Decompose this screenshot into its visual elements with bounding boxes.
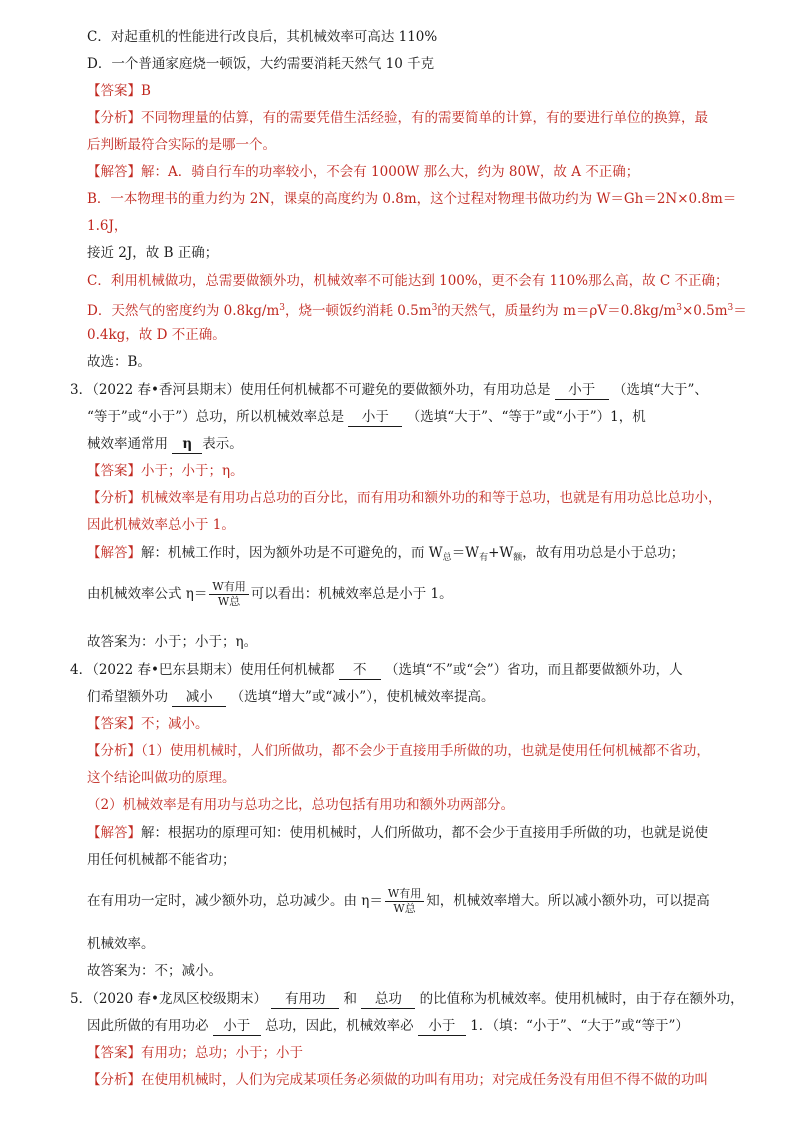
- q5-analysis-line1: 【分析】在使用机械时，人们为完成某项任务必须做的功叫有用功；对完成任务没有用但不得不做的功叫: [87, 1072, 708, 1088]
- q4-stem-line2: 们希望额外功 减小 （选填“增大”或“减小”），使机械效率提高。: [87, 689, 495, 705]
- q4-stem-line1: 4．（2022 春•巴东县期末）使用任何机械都 不 （选填“不”或“会”）省功，而且都要做额外功，人: [70, 662, 683, 678]
- q5-stem-line1: 5．（2020 春•龙凤区校级期末） 有用功 和 总功 的比值称为机械效率。使用机械时，由于存在额外功，: [70, 991, 744, 1007]
- q5-stem-line2: 因此所做的有用功必 小于 总功，因此，机械效率必 小于 1．（填：“小于”、“大于”或“等于”）: [87, 1018, 689, 1034]
- efficiency-fraction: $\frac{\text{W有用}}{\text{W总}}$: [209, 580, 248, 609]
- q3-stem-line1: 3．（2022 春•香河县期末）使用任何机械都不可避免的要做额外功，有用功总是 小于 （选填“大于”、: [70, 382, 708, 398]
- q4-blank-2: 减小: [172, 688, 226, 707]
- q2-analysis-line1: 【分析】不同物理量的估算，有的需要凭借生活经验，有的需要简单的计算，有的要进行单位的换算，最: [87, 110, 708, 126]
- q3-solution-formula: 由机械效率公式 η＝ $\frac{\text{W有用}}{\text{W总}}$ 可以看出：机械效率总是小于 1。: [87, 580, 453, 608]
- q2-option-c: C．对起重机的性能进行改良后，其机械效率可高达 110%: [87, 29, 438, 45]
- q4-solution-line2: 用任何机械都不能省功；: [87, 852, 236, 868]
- q4-analysis-line3: （2）机械效率是有用功与总功之比，总功包括有用功和额外功两部分。: [87, 797, 515, 813]
- q2-solution-d2: 0.4kg，故 D 不正确。: [87, 327, 226, 343]
- q3-final-answer: 故答案为：小于；小于；η。: [87, 634, 258, 650]
- q2-solution-b3: 接近 2J，故 B 正确；: [87, 245, 219, 261]
- q5-blank-1: 有用功: [271, 990, 339, 1009]
- q2-choose: 故选：B。: [87, 354, 151, 370]
- q3-blank-2: 小于: [348, 408, 402, 427]
- q2-analysis-line2: 后判断最符合实际的是哪一个。: [87, 137, 276, 153]
- q3-stem-line2: “等于”或“小于”）总功，所以机械效率总是 小于 （选填“大于”、“等于”或“小于”）1，机: [87, 409, 646, 425]
- q3-stem-line3: 械效率通常用 η 表示。: [87, 436, 243, 452]
- q4-answer: 【答案】不；减小。: [87, 716, 209, 732]
- q5-blank-3: 小于: [213, 1017, 261, 1036]
- q3-solution-line1: 【解答】解：机械工作时，因为额外功是不可避免的，而 $W_总=W_有+W_额$，故有用功总是小于总功；: [87, 545, 685, 563]
- q3-blank-3: η: [172, 435, 202, 454]
- efficiency-fraction: $\frac{\text{W有用}}{\text{W总}}$: [385, 887, 424, 916]
- q2-solution-c: C．利用机械做功，总需要做额外功，机械效率不可能达到 100%，更不会有 110%那么高，故 C 不正确；: [87, 273, 729, 289]
- q2-solution-a: 【解答】解：A．骑自行车的功率较小，不会有 1000W 那么大，约为 80W，故 A 不正确；: [87, 164, 640, 180]
- q4-analysis-line1: 【分析】（1）使用机械时，人们所做功，都不会少于直接用手所做的功，也就是使用任何机械都不省功，: [87, 743, 710, 759]
- q2-solution-b2: 1.6J，: [87, 218, 128, 234]
- q5-blank-4: 小于: [418, 1017, 466, 1036]
- q4-analysis-line2: 这个结论叫做功的原理。: [87, 770, 236, 786]
- q3-analysis-line2: 因此机械效率总小于 1。: [87, 517, 235, 533]
- q5-answer: 【答案】有用功；总功；小于；小于: [87, 1045, 303, 1061]
- q2-solution-b1: B．一本物理书的重力约为 2N，课桌的高度约为 0.8m，这个过程对物理书做功约为 W＝Gh＝2N×0.8m＝: [87, 191, 737, 207]
- q4-solution-line1: 【解答】解：根据功的原理可知：使用机械时，人们所做功，都不会少于直接用手所做的功，也就是说使: [87, 825, 708, 841]
- q2-answer: 【答案】B: [87, 83, 151, 99]
- q4-final-answer: 故答案为：不；减小。: [87, 963, 222, 979]
- q2-option-d: D．一个普通家庭烧一顿饭，大约需要消耗天然气 10 千克: [87, 56, 435, 72]
- q4-blank-1: 不: [339, 661, 381, 680]
- q4-solution-formula: 在有用功一定时，减少额外功，总功减少。由 η＝ $\frac{\text{W有用}}{\text{W总}}$ 知，机械效率增大。所以减小额外功，可以提高: [87, 887, 710, 915]
- q5-blank-2: 总功: [361, 990, 415, 1009]
- q3-analysis-line1: 【分析】机械效率是有用功占总功的百分比，而有用功和额外功的和等于总功，也就是有用功总比总功小，: [87, 490, 722, 506]
- q4-solution-line4: 机械效率。: [87, 936, 155, 952]
- q2-solution-d1: D．天然气的密度约为 $0.8kg/m^3$，烧一顿饭约消耗 $0.5m^3$的天然气，质量约为 $m=\rho V=0.8kg/m^3\times 0.5m^3=$: [87, 303, 747, 319]
- q3-blank-1: 小于: [555, 381, 609, 400]
- q3-answer: 【答案】小于；小于；η。: [87, 463, 244, 479]
